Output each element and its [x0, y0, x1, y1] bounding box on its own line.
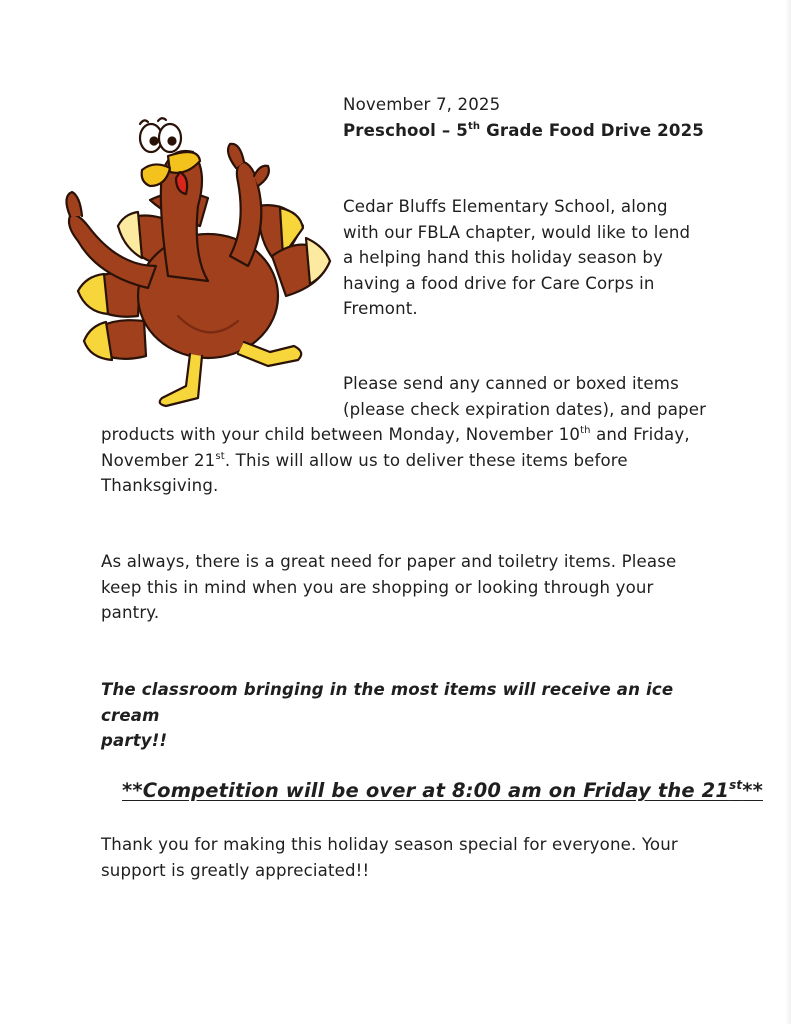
- letter-date: November 7, 2025: [343, 95, 501, 114]
- intro-paragraph: Cedar Bluffs Elementary School, along with our FBLA chapter, would like to lend a helping hand this holiday season by having a food drive for Care Corps in Fremont.: [343, 197, 691, 318]
- letter-title: Preschool – 5th Grade Food Drive 2025: [343, 121, 704, 140]
- scan-edge: [785, 0, 791, 1024]
- prize-paragraph: The classroom bringing in the most items will receive an ice cream party!!: [101, 680, 674, 750]
- request-paragraph: Please send any canned or boxed items (please check expiration dates), and paper products with your child between Monday, November 10th and Friday, November 21st. This will allow us to deliver these items before Thanksgiving.: [101, 374, 707, 495]
- need-paragraph: As always, there is a great need for paper and toiletry items. Please keep this in mind when you are shopping or looking through your pantry.: [101, 552, 677, 622]
- deadline-notice: **Competition will be over at 8:00 am on Friday the 21st**: [122, 778, 763, 802]
- thanks-paragraph: Thank you for making this holiday season special for everyone. Your support is greatly appreciated!!: [101, 835, 678, 880]
